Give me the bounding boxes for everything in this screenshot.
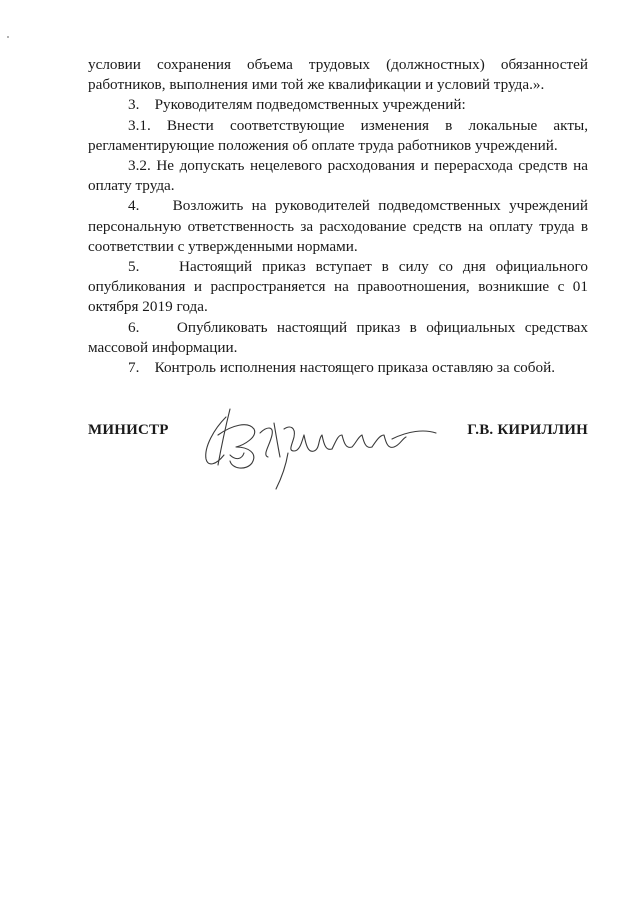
- paragraph-item-6: 6. Опубликовать настоящий приказ в официальных средствах массовой информации.: [88, 318, 588, 356]
- handwritten-signature: [196, 395, 446, 491]
- signatory-title: МИНИСТР: [88, 422, 169, 438]
- paragraph-item-3-1: 3.1. Внести соответствующие изменения в локальные акты, регламентирующие положения об оплате труда работников учреждений.: [88, 116, 588, 154]
- order-body: [88, 55, 588, 378]
- paragraph-continuation: условии сохранения объема трудовых (должностных) обязанностей работников, выполнения ими той же квалификации и условий труда.».: [88, 56, 588, 94]
- paragraph-item-4: 4. Возложить на руководителей подведомственных учреждений персональную ответственность за расходование средств на оплату труда в соответствии с утвержденными нормами.: [88, 197, 588, 255]
- paragraph-item-3-2: 3.2. Не допускать нецелевого расходования и перерасхода средств на оплату труда.: [88, 157, 588, 195]
- paragraph-item-7: 7. Контроль исполнения настоящего приказа оставляю за собой.: [128, 359, 556, 377]
- paragraph-item-5: 5. Настоящий приказ вступает в силу со дня официального опубликования и распространяется на правоотношения, возникшие с 01 октября 2019 года.: [88, 258, 588, 316]
- signatory-name: Г.В. КИРИЛЛИН: [467, 422, 588, 438]
- scan-speck: [7, 36, 9, 38]
- paragraph-item-3: 3. Руководителям подведомственных учреждений:: [128, 96, 466, 114]
- signature-block: [88, 395, 588, 495]
